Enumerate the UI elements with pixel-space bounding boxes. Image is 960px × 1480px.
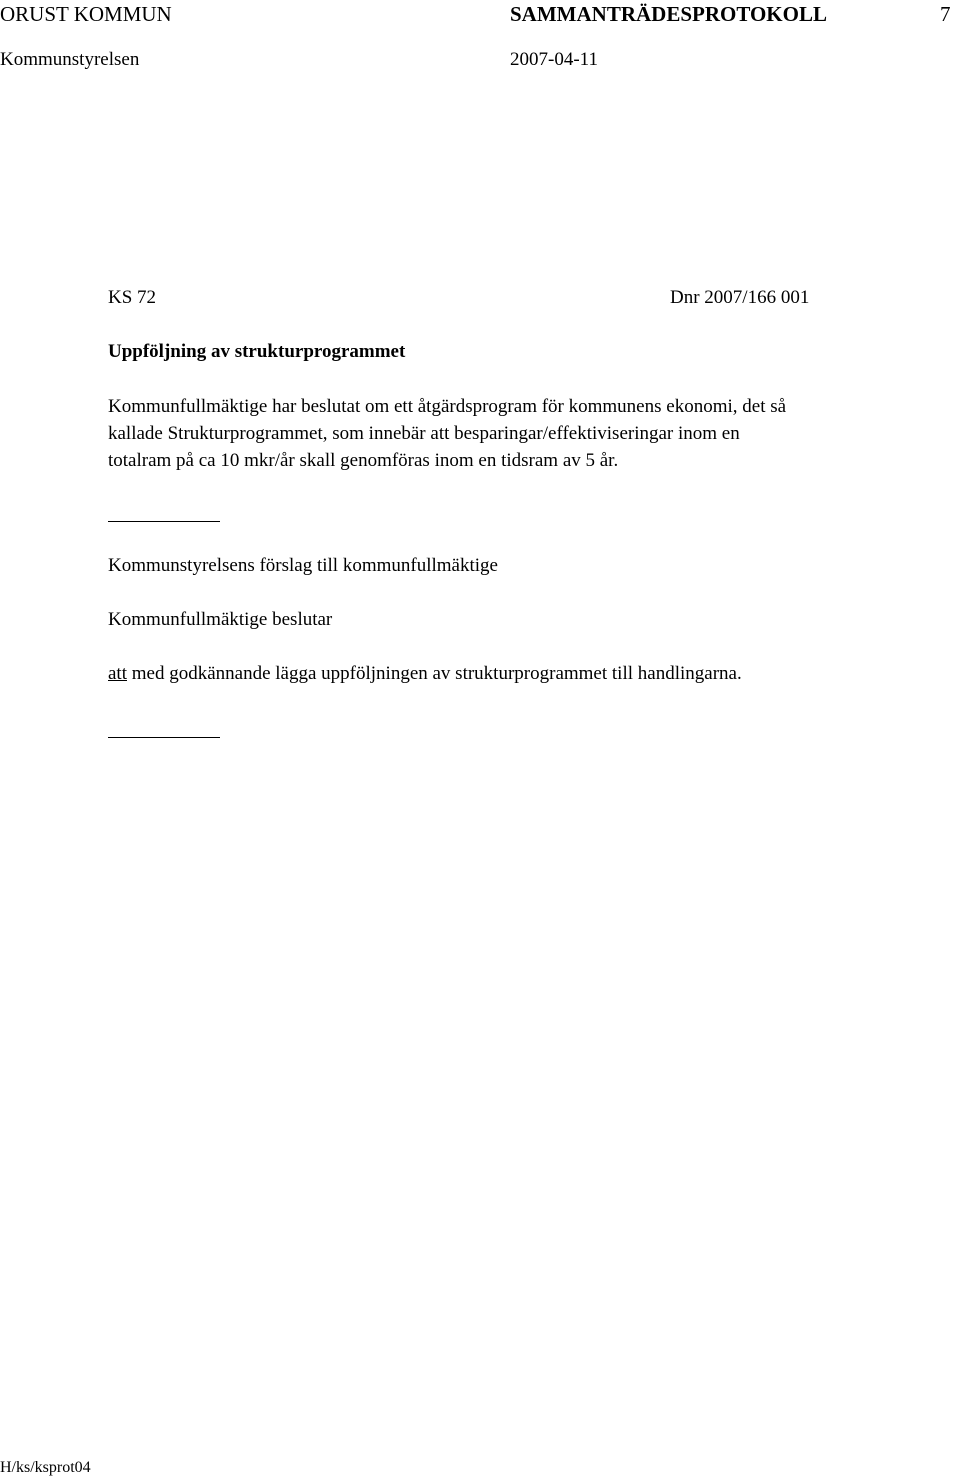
case-description (108, 393, 928, 474)
separator-rule (108, 737, 220, 738)
proposal-heading: Kommunstyrelsens förslag till kommunfullmäktige (108, 555, 498, 576)
separator-rule (108, 521, 220, 522)
decision-text: med godkännande lägga uppföljningen av strukturprogrammet till handlingarna. (127, 663, 742, 684)
organization-name: ORUST KOMMUN (0, 2, 172, 26)
diary-number: Dnr 2007/166 001 (670, 287, 810, 308)
decision-keyword: att (108, 663, 127, 684)
page-number: 7 (940, 2, 951, 26)
file-reference: H/ks/ksprot04 (0, 1459, 91, 1476)
document-type: SAMMANTRÄDESPROTOKOLL (510, 2, 827, 26)
case-number: KS 72 (108, 287, 157, 308)
description-line: kallade Strukturprogrammet, som innebär att besparingar/effektiviseringar inom en (108, 423, 740, 444)
committee-name: Kommunstyrelsen (0, 49, 140, 70)
meeting-date: 2007-04-11 (510, 49, 598, 70)
decision-heading: Kommunfullmäktige beslutar (108, 609, 333, 630)
description-line: Kommunfullmäktige har beslutat om ett åtgärdsprogram för kommunens ekonomi, det så (108, 396, 787, 417)
decision-statement (108, 660, 742, 687)
description-line: totalram på ca 10 mkr/år skall genomföras inom en tidsram av 5 år. (108, 450, 619, 471)
case-title: Uppföljning av strukturprogrammet (108, 341, 406, 362)
